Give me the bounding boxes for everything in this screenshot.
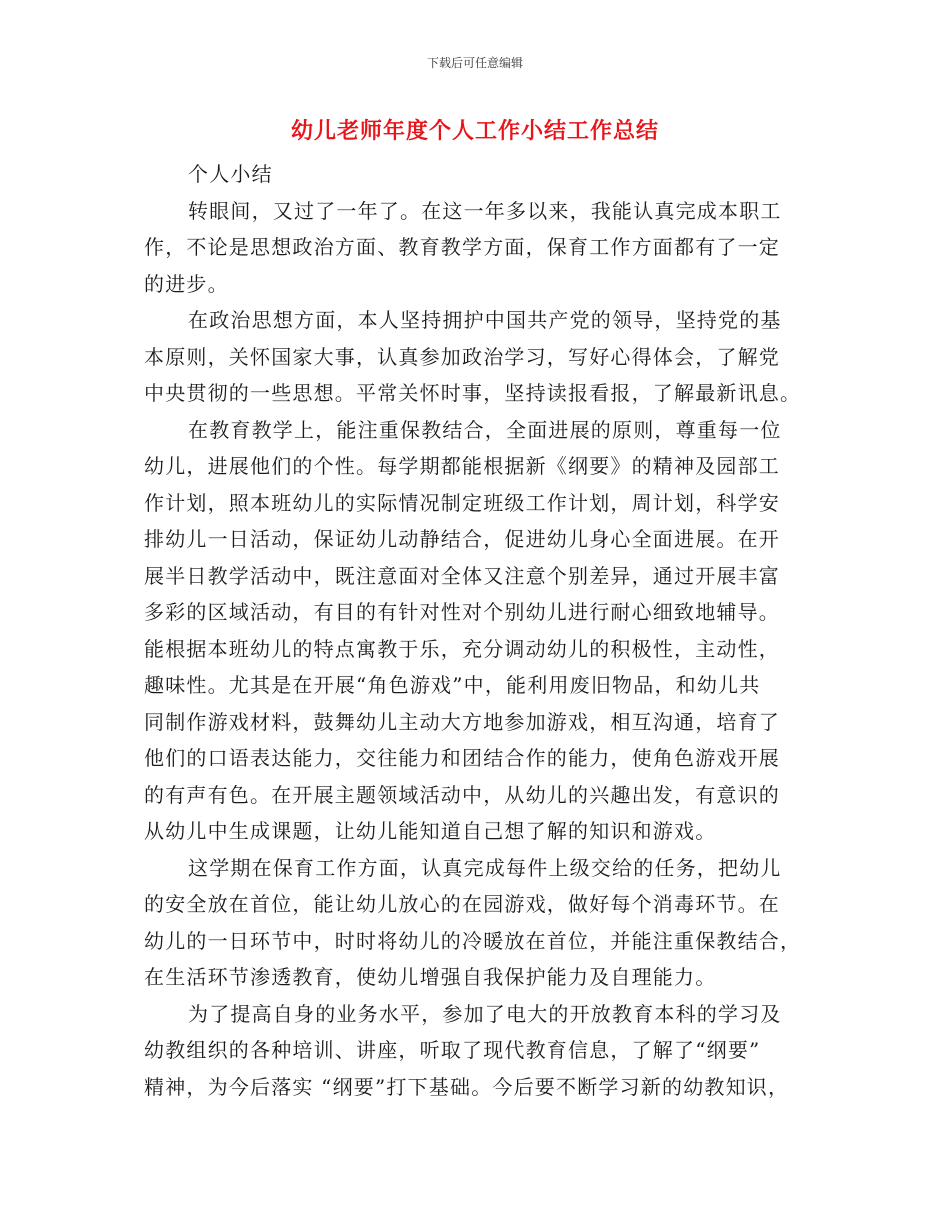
text-line: 为了提高自身的业务水平，参加了电大的开放教育本科的学习及 [188, 1001, 782, 1026]
text-line: 排幼儿一日活动，保证幼儿动静结合，促进幼儿身心全面进展。在开 [144, 527, 780, 551]
text-line: 从幼儿中生成课题，让幼儿能知道自己想了解的知识和游戏。 [144, 819, 717, 843]
document-title: 幼儿老师年度个人工作小结工作总结 [290, 119, 659, 144]
text-line: 同制作游戏材料，鼓舞幼儿主动大方地参加游戏，相互沟通，培育了 [144, 709, 780, 734]
text-line: 精神，为今后落实 “纲要”打下基础。今后要不断学习新的幼教知识， [144, 1074, 790, 1099]
text-line: 本原则，关怀国家大事，认真参加政治学习，写好心得体会，了解党 [144, 344, 780, 369]
text-line: 在教育教学上，能注重保教结合，全面进展的原则，尊重每一位 [188, 417, 782, 442]
text-line: 幼儿的一日环节中，时时将幼儿的冷暖放在首位，并能注重保教结合， [144, 928, 802, 953]
text-line: 幼儿，进展他们的个性。每学期都能根据新《纲要》的精神及园部工 [144, 454, 780, 478]
header-note: 下载后可任意编辑 [426, 56, 523, 70]
text-line: 这学期在保育工作方面，认真完成每件上级交给的任务，把幼儿 [188, 855, 782, 880]
text-line: 个人小结 [188, 162, 273, 186]
text-line: 转眼间，又过了一年了。在这一年多以来，我能认真完成本职工 [188, 198, 782, 223]
text-line: 中央贯彻的一些思想。平常关怀时事，坚持读报看报，了解最新讯息。 [144, 381, 802, 405]
text-line: 在政治思想方面，本人坚持拥护中国共产党的领导，坚持党的基 [188, 308, 782, 332]
text-line: 的有声有色。在开展主题领域活动中，从幼儿的兴趣出发，有意识的 [144, 782, 780, 807]
text-line: 能根据本班幼儿的特点寓教于乐，充分调动幼儿的积极性，主动性， [144, 636, 780, 661]
text-line: 展半日教学活动中，既注意面对全体又注意个别差异，通过开展丰富 [144, 563, 780, 588]
text-line: 作计划，照本班幼儿的实际情况制定班级工作计划，周计划，科学安 [144, 490, 780, 515]
text-line: 在生活环节渗透教育，使幼儿增强自我保护能力及自理能力。 [144, 965, 717, 989]
text-line: 多彩的区域活动，有目的有针对性对个别幼儿进行耐心细致地辅导。 [144, 600, 780, 624]
text-line: 幼教组织的各种培训、讲座，听取了现代教育信息，了解了“纲要” [144, 1038, 761, 1062]
body-text [144, 156, 812, 1105]
text-line: 作，不论是思想政治方面、教育教学方面，保育工作方面都有了一定 [144, 235, 780, 259]
text-line: 他们的口语表达能力，交往能力和团结合作的能力，使角色游戏开展 [144, 746, 780, 770]
text-line: 的安全放在首位，能让幼儿放心的在园游戏，做好每个消毒环节。在 [144, 892, 780, 916]
text-line: 趣味性。尤其是在开展“角色游戏”中，能利用废旧物品，和幼儿共 [144, 673, 761, 697]
text-line: 的进步。 [144, 271, 229, 296]
